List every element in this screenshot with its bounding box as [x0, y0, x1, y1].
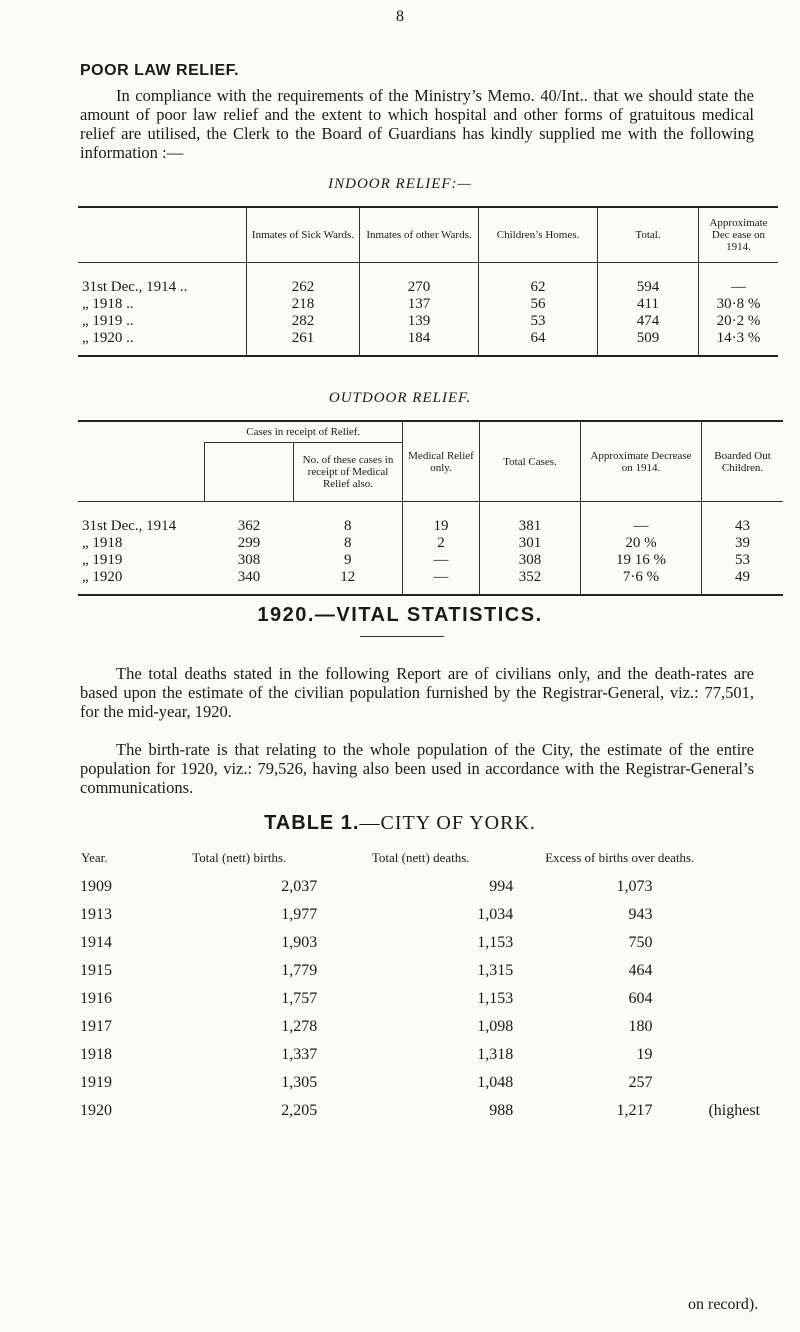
total-cell: 509 — [598, 330, 699, 356]
year-cell: 1915 — [80, 962, 112, 979]
excess-cell: 943 — [628, 906, 653, 923]
table-row — [78, 313, 778, 330]
header-year: Year. — [81, 850, 108, 865]
births-cell: 1,903 — [281, 934, 318, 951]
table-row — [80, 1013, 760, 1041]
deaths-cell: 988 — [489, 1102, 514, 1119]
cases-cell: 299 — [237, 535, 261, 551]
also-medical-cell: 9 — [344, 552, 352, 568]
table1-heading — [0, 812, 800, 835]
indoor-relief-table — [78, 206, 778, 357]
outdoor-header-medical-only: Medical Relief only. — [403, 421, 480, 502]
births-cell: 1,779 — [281, 962, 318, 979]
excess-cell: 1,217 — [616, 1102, 653, 1119]
decrease-cell: 19 16 % — [581, 552, 702, 569]
header-excess: Excess of births over deaths. — [545, 850, 695, 865]
table-row — [80, 957, 760, 985]
deaths-cell: 1,048 — [477, 1074, 514, 1091]
total-cell: 381 — [480, 502, 581, 536]
year-cell: 1916 — [80, 990, 112, 1007]
medical-only-cell: 2 — [403, 535, 480, 552]
outdoor-header-total: Total Cases. — [480, 421, 581, 502]
indoor-header-label — [78, 207, 247, 263]
note-cell — [708, 929, 760, 957]
city-of-york-table — [80, 850, 760, 1125]
births-cell: 2,205 — [281, 1102, 318, 1119]
vital-paragraph-1: The total deaths stated in the following Report are of civilians only, and the death-rates are based upon the estimate of the civilian population furnished by the Registrar-General, viz.: 77,501, for the mid-year, 1920. — [80, 664, 754, 721]
table1-label: TABLE 1. — [264, 812, 360, 834]
note-cell — [708, 985, 760, 1013]
row-label: „ 1920 .. — [82, 330, 134, 346]
medical-only-cell: — — [403, 569, 480, 595]
children-cell: 62 — [479, 263, 598, 297]
total-cell: 474 — [598, 313, 699, 330]
vital-paragraph-2: The birth-rate is that relating to the whole population of the City, the estimate of the entire population for 1920, viz.: 79,526, having also been used in accordance with the Registrar-General’s communications. — [80, 740, 754, 797]
sick-cell: 261 — [247, 330, 360, 356]
decrease-cell: 20 % — [581, 535, 702, 552]
boarded-cell: 39 — [702, 535, 784, 552]
note-cell — [708, 1013, 760, 1041]
note-cell — [708, 901, 760, 929]
boarded-cell: 43 — [702, 502, 784, 536]
cases-cell: 340 — [237, 569, 261, 585]
poor-law-intro: In compliance with the requirements of the Ministry’s Memo. 40/Int.. that we should state the amount of poor law relief and the extent to which hospital and other forms of gratuitous medical relief are utilised, the Clerk to the Board of Guardians has kindly supplied me with the following information :— — [80, 86, 754, 162]
outdoor-header-decrease: Approximate Decrease on 1914. — [581, 421, 702, 502]
note-cell — [708, 1069, 760, 1097]
other-cell: 184 — [360, 330, 479, 356]
births-cell: 1,305 — [281, 1074, 318, 1091]
children-cell: 56 — [479, 296, 598, 313]
year-cell: 1919 — [80, 1074, 112, 1091]
excess-cell: 464 — [628, 962, 653, 979]
year-cell: 1914 — [80, 934, 112, 951]
note-cell — [708, 873, 760, 901]
row-label: „ 1919 .. — [82, 313, 134, 329]
table-row — [80, 1041, 760, 1069]
other-cell: 139 — [360, 313, 479, 330]
also-medical-cell: 12 — [340, 569, 356, 585]
sick-cell: 262 — [247, 263, 360, 297]
deaths-cell: 1,153 — [477, 990, 514, 1007]
decrease-cell: — — [699, 263, 779, 297]
births-cell: 1,757 — [281, 990, 318, 1007]
births-cell: 1,337 — [281, 1046, 318, 1063]
vital-statistics-heading: 1920.—VITAL STATISTICS. — [257, 604, 543, 626]
year-cell: 1913 — [80, 906, 112, 923]
total-cell: 308 — [480, 552, 581, 569]
sick-cell: 218 — [247, 296, 360, 313]
row-label: 31st Dec., 1914 .. — [82, 279, 188, 295]
table-row — [78, 263, 778, 297]
deaths-cell: 1,153 — [477, 934, 514, 951]
table-row — [78, 502, 783, 536]
indoor-header-children: Children’s Homes. — [479, 207, 598, 263]
note-cell — [708, 957, 760, 985]
other-cell: 137 — [360, 296, 479, 313]
page-number: 8 — [396, 8, 404, 25]
outdoor-header-boarded: Boarded Out Children. — [702, 421, 784, 502]
births-cell: 1,977 — [281, 906, 318, 923]
excess-cell: 19 — [636, 1046, 653, 1063]
boarded-cell: 49 — [702, 569, 784, 595]
cases-cell: 308 — [237, 552, 261, 568]
table-row — [78, 535, 783, 552]
row-label: „ 1920 — [82, 569, 123, 585]
decrease-cell: 30·8 % — [699, 296, 779, 313]
total-cell: 594 — [598, 263, 699, 297]
excess-cell: 180 — [628, 1018, 653, 1035]
indoor-header-other: Inmates of other Wards. — [360, 207, 479, 263]
decrease-cell: 14·3 % — [699, 330, 779, 356]
table-row — [78, 552, 783, 569]
row-label: 31st Dec., 1914 — [82, 518, 177, 534]
record-note: on record). — [688, 1296, 759, 1313]
outdoor-relief-title: OUTDOOR RELIEF. — [328, 390, 472, 406]
excess-cell: 750 — [628, 934, 653, 951]
row-label: „ 1919 — [82, 552, 123, 568]
children-cell: 64 — [479, 330, 598, 356]
table-row — [80, 1097, 760, 1125]
year-cell: 1909 — [80, 878, 112, 895]
table-row — [80, 873, 760, 901]
deaths-cell: 994 — [489, 878, 514, 895]
outdoor-relief-table — [78, 420, 783, 596]
outdoor-header-cases — [205, 443, 294, 502]
indoor-header-decrease: Approximate Dec ease on 1914. — [699, 207, 779, 263]
births-cell: 2,037 — [281, 878, 318, 895]
decrease-cell: — — [581, 502, 702, 536]
births-cell: 1,278 — [281, 1018, 318, 1035]
outdoor-header-blank — [78, 421, 205, 502]
deaths-cell: 1,315 — [477, 962, 514, 979]
note-cell: (highest — [708, 1102, 760, 1119]
decrease-cell: 20·2 % — [699, 313, 779, 330]
header-deaths: Total (nett) deaths. — [371, 850, 470, 865]
note-cell — [708, 1041, 760, 1069]
excess-cell: 257 — [628, 1074, 653, 1091]
total-cell: 411 — [598, 296, 699, 313]
deaths-cell: 1,318 — [477, 1046, 514, 1063]
excess-cell: 1,073 — [616, 878, 653, 895]
year-cell: 1918 — [80, 1046, 112, 1063]
total-cell: 352 — [480, 569, 581, 595]
divider — [360, 636, 444, 637]
outdoor-group-header: Cases in receipt of Relief. — [205, 421, 403, 443]
table-row — [78, 296, 778, 313]
boarded-cell: 53 — [702, 552, 784, 569]
poor-law-heading: POOR LAW RELIEF. — [80, 62, 240, 79]
indoor-relief-title: INDOOR RELIEF:— — [328, 176, 472, 192]
cases-cell: 362 — [237, 518, 261, 534]
other-cell: 270 — [360, 263, 479, 297]
year-cell: 1917 — [80, 1018, 112, 1035]
medical-only-cell: — — [403, 552, 480, 569]
year-cell: 1920 — [80, 1102, 112, 1119]
outdoor-header-also-medical: No. of these cases in receipt of Medical Relief also. — [294, 443, 403, 502]
deaths-cell: 1,098 — [477, 1018, 514, 1035]
total-cell: 301 — [480, 535, 581, 552]
excess-cell: 604 — [628, 990, 653, 1007]
decrease-cell: 7·6 % — [581, 569, 702, 595]
also-medical-cell: 8 — [344, 535, 352, 551]
medical-only-cell: 19 — [403, 502, 480, 536]
indoor-header-total: Total. — [598, 207, 699, 263]
table-row — [78, 330, 778, 356]
also-medical-cell: 8 — [344, 518, 352, 534]
row-label: „ 1918 — [82, 535, 123, 551]
table-row — [78, 569, 783, 595]
indoor-header-sick: Inmates of Sick Wards. — [247, 207, 360, 263]
deaths-cell: 1,034 — [477, 906, 514, 923]
sick-cell: 282 — [247, 313, 360, 330]
header-births: Total (nett) births. — [192, 850, 287, 865]
table1-title: —CITY OF YORK. — [359, 812, 536, 834]
table-row — [80, 1069, 760, 1097]
row-label: „ 1918 .. — [82, 296, 134, 312]
table-row — [80, 901, 760, 929]
children-cell: 53 — [479, 313, 598, 330]
table-row — [80, 929, 760, 957]
table-row — [80, 985, 760, 1013]
